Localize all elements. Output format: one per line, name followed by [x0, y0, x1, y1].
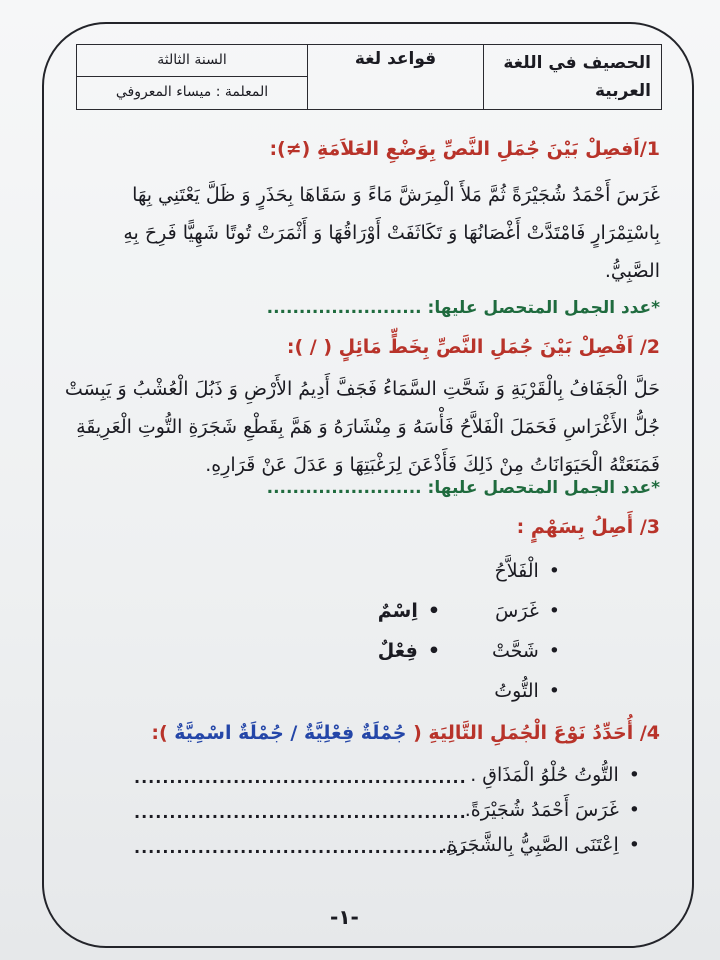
q2-line-2: جُلُّ الأَغْرَاسِ فَحَمَلَ الْفَلاَّحُ فَأْسَهُ وَ مِنْشَارَهُ وَ هَمَّ بِقَطْعِ شَجَرَةِ التُّوتِ الْعَرِيقَةِ — [76, 416, 660, 438]
q1-line-3: الصَّبِيُّ. — [604, 260, 660, 282]
grade-teacher-cell — [77, 45, 307, 109]
q1-count-label: *عدد الجمل المتحصل عليها: ........................ — [266, 298, 660, 318]
q1-line-2: بِاسْتِمْرَارٍ فَامْتَدَّتْ أَغْصَانُهَا وَ تَكَاثَفَتْ أَوْرَاقُهَا وَ أَثْمَرَتْ تُوتًا شَهِيًّا فَرِحَ بِهِ — [123, 222, 660, 244]
q3-word-4: • التُّوتُ — [494, 680, 560, 702]
q3-word-1: • الْفَلاَّحُ — [495, 560, 561, 582]
q1-line-1: غَرَسَ أَحْمَدُ شُجَيْرَةً ثُمَّ مَلأَ الْمِرَشَّ مَاءً وَ سَقَاهَا بِحَذَرٍ وَ ظَلَّ يَعْتَنِي بِهَا — [132, 184, 660, 206]
q3-target-verb: • فِعْلٌ — [378, 640, 440, 662]
q2-line-3: فَمَنَعَتْهُ الْحَيَوَانَاتُ مِنْ ذَلِكَ فَأَذْعَنَ لِرَغْبَتِهَا وَ عَدَلَ عَنْ قَرَارِهِ. — [205, 454, 660, 476]
q4-sentence-2: • غَرَسَ أَحْمَدُ شُجَيْرَةً. — [465, 799, 640, 821]
q3-word-2: • غَرَسَ — [495, 600, 560, 622]
q2-count-label: *عدد الجمل المتحصل عليها: ........................ — [266, 478, 660, 498]
q4-title — [60, 722, 660, 744]
q3-target-noun: • اِسْمٌ — [378, 600, 440, 622]
q3-word-3: • شَحَّتْ — [492, 640, 560, 662]
header-table — [76, 44, 662, 110]
q1-text — [60, 176, 660, 290]
q4-answer-line-3[interactable]: ............................................... — [134, 838, 467, 857]
q2-line-1: حَلَّ الْجَفَافُ بِالْقَرْيَةِ وَ شَحَّتِ السَّمَاءُ فَجَفَّ أَدِيمُ الأَرْضِ وَ ذَبُلَ الْعُشْبُ وَ يَبِسَتْ — [64, 378, 660, 400]
q4-title-prefix: 4/ أُحَدِّدُ نَوْعَ الْجُمَلِ التَّالِيَةِ ( — [413, 722, 660, 744]
q4-sentence-1: • التُّوتُ حُلْوُ الْمَذَاقِ . — [470, 764, 640, 786]
topic-cell: قواعد لغة — [307, 45, 483, 109]
subject-cell: الحصيف في اللغة العربية — [483, 45, 661, 109]
q4-answer-line-2[interactable]: ............................................... — [134, 803, 467, 822]
q1-title: 1/اَفصِلْ بَيْنَ جُمَلِ النَّصِّ بِوَضْعِ العَلاَمَةِ (≠): — [269, 138, 660, 160]
grade-label: السنة الثالثة — [77, 45, 307, 77]
q4-title-options: جُمْلَةٌ فِعْلِيَّةٌ / جُمْلَةٌ اسْمِيَّةٌ — [174, 722, 407, 744]
q2-text — [60, 370, 660, 484]
q2-title: 2/ اَفْصِلْ بَيْنَ جُمَلِ النَّصِّ بِخَطٍّ مَائِلٍ ( / ): — [286, 336, 660, 358]
q4-title-suffix: ): — [151, 722, 168, 744]
page-number: -١- — [330, 905, 359, 929]
q4-sentence-3: • اِعْتَنَى الصَّبِيُّ بِالشَّجَرَةِ. — [441, 834, 640, 856]
q4-answer-line-1[interactable]: ............................................... — [134, 768, 467, 787]
q3-title: 3/ أَصِلُ بِسَهْمٍ : — [516, 516, 660, 538]
teacher-label: المعلمة : ميساء المعروفي — [115, 84, 269, 100]
